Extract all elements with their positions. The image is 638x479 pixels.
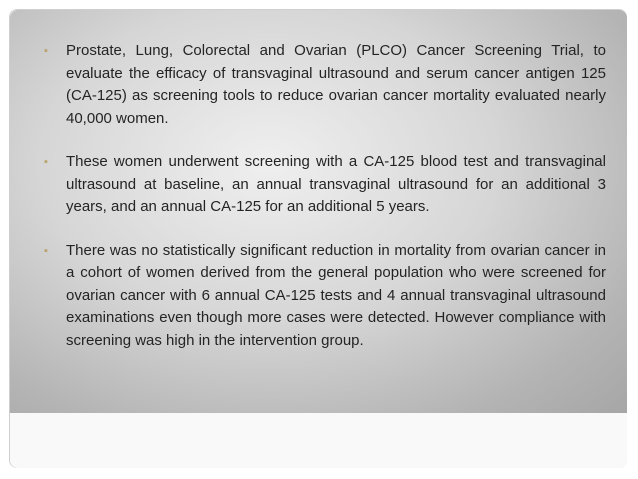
bullet-square-icon: ▪ (44, 244, 48, 257)
bullet-square-icon: ▪ (44, 45, 48, 57)
bullet-text: There was no statistically significant reduction in mortality from ovarian cancer in a cohort of women derived from the general population who were screened for ovarian cancer with 6 annual CA-125 tests and 4 annual transvaginal ultrasound examinations even though more cases were detected. However compliance with screening was high in the intervention group. (66, 241, 606, 349)
bullet-item-screening-schedule (44, 151, 606, 219)
bullet-item-results (44, 240, 606, 353)
bullet-square-icon: ▪ (44, 156, 48, 168)
bullet-text: Prostate, Lung, Colorectal and Ovarian (PLCO) Cancer Screening Trial, to evaluate the efficacy of transvaginal ultrasound and serum cancer antigen 125 (CA-125) as screening tools to reduce ovarian cancer mortality evaluated nearly 40,000 women. (66, 42, 606, 127)
bullet-list (44, 40, 606, 373)
bullet-text: These women underwent screening with a CA-125 blood test and transvaginal ultrasound at baseline, an annual transvaginal ultrasound for an additional 3 years, and an annual CA-125 for an additional 5 years. (66, 153, 606, 215)
bottom-strip (10, 413, 627, 468)
bullet-item-plco-trial (44, 40, 606, 130)
